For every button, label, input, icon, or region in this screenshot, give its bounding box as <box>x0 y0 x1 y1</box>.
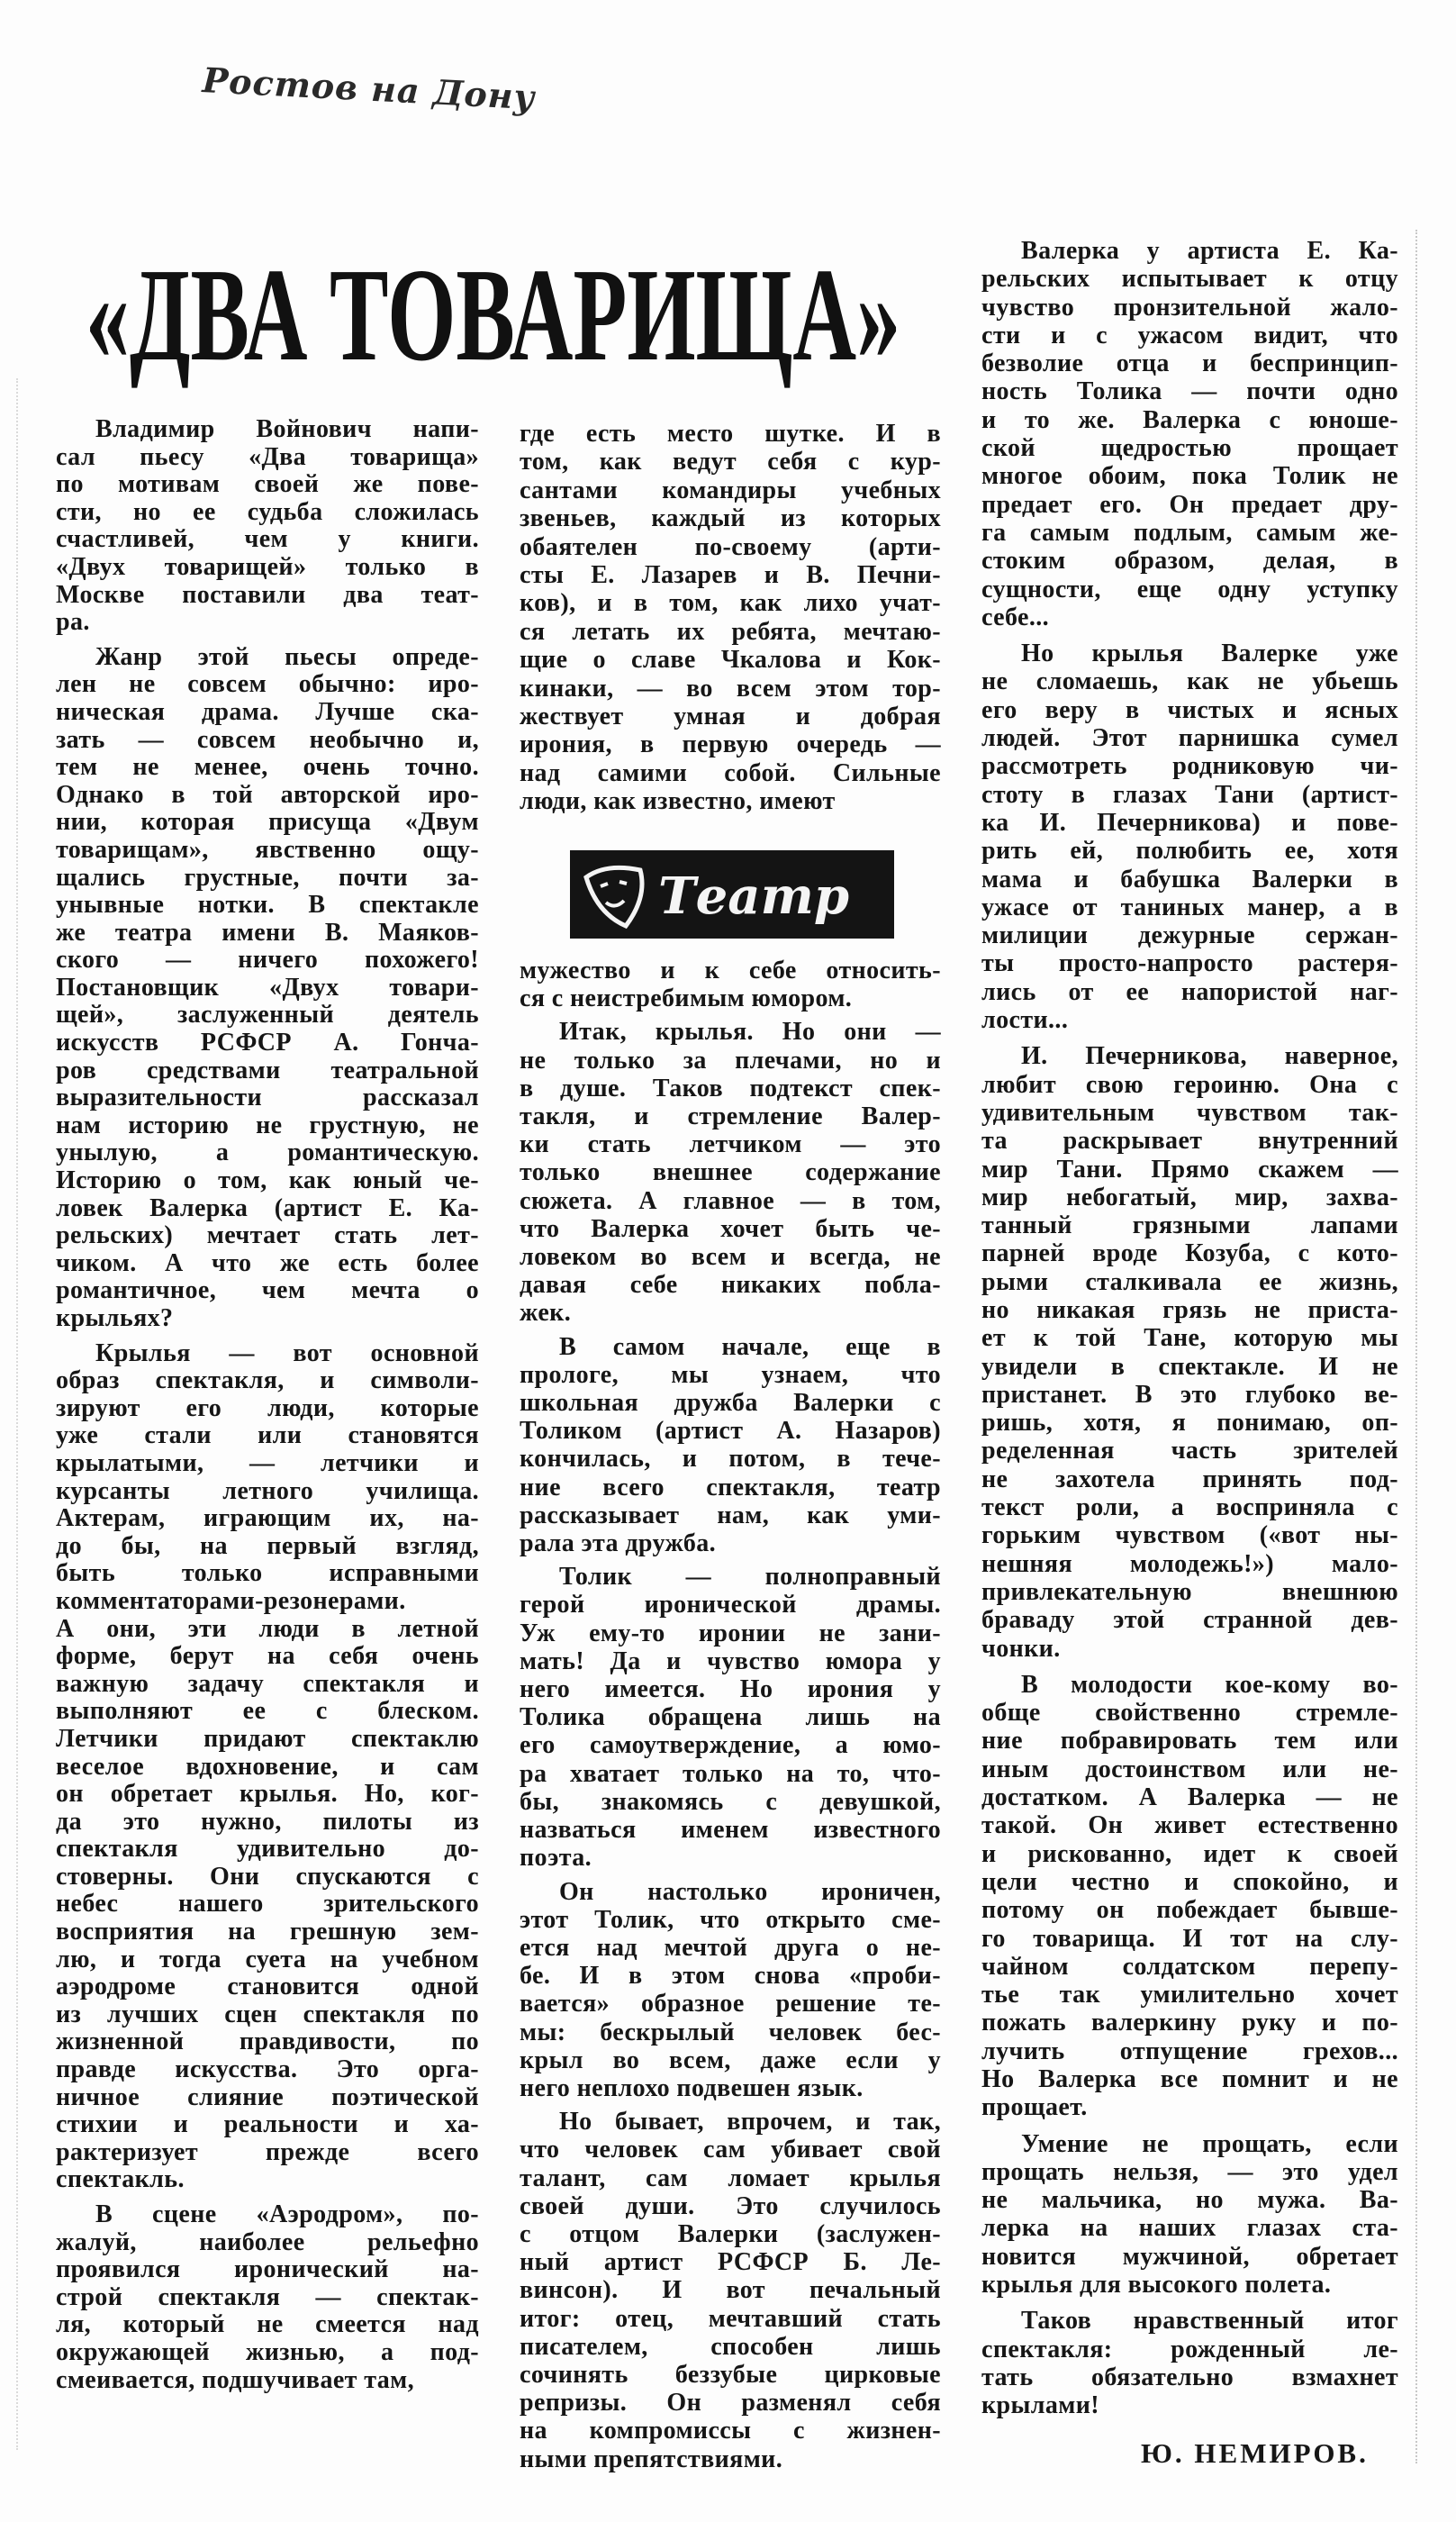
text-line: товарищам», явственно ощу- <box>56 835 479 864</box>
text-line: писателем, способен лишь <box>520 2332 941 2361</box>
text-line: Историю о том, как юный че- <box>56 1166 479 1195</box>
rubric-label: Театр <box>658 866 849 926</box>
text-line: ра. <box>56 608 90 637</box>
article-column-1 <box>56 416 479 2401</box>
text-line: он обретает крылья. Но, ког- <box>56 1780 479 1809</box>
article-paragraph <box>520 1878 941 2103</box>
text-line: ет к той Тане, которую мы <box>981 1324 1398 1353</box>
text-line: щались грустные, почти за- <box>56 863 479 892</box>
text-line: но никакая грязь не приста- <box>981 1295 1398 1324</box>
column-edge-dots <box>1415 230 1417 2463</box>
text-line: не сломаешь, как не убьешь <box>981 667 1398 696</box>
text-line: ловеком во всем и всегда, не <box>520 1243 941 1272</box>
text-line: сущности, еще одну уступку <box>981 575 1398 603</box>
text-line: та раскрывает внутренний <box>981 1127 1398 1156</box>
text-line: рельских) мечтает стать лет- <box>56 1221 479 1250</box>
text-line: тать обязательно взмахнет <box>981 2363 1398 2391</box>
text-line: лости... <box>981 1006 1069 1035</box>
text-line: искусств РСФСР А. Гонча- <box>56 1029 479 1057</box>
text-line: Но бывает, впрочем, и так, <box>559 2108 941 2136</box>
text-line: ров средствами театральной <box>56 1056 479 1084</box>
text-line: герой иронической драмы. <box>520 1591 941 1619</box>
text-line: обще свойственно стремле- <box>981 1699 1398 1728</box>
text-line: рассмотреть родниковую чи- <box>981 752 1398 781</box>
text-line: спектакль. <box>56 2165 185 2194</box>
article-column-2-top <box>520 420 941 823</box>
text-line: В молодости кое-кому во- <box>1021 1670 1398 1699</box>
text-line: винсон). И вот печальный <box>520 2276 941 2305</box>
text-line: «Двух товарищей» только в <box>56 552 479 581</box>
article-paragraph <box>981 640 1398 1034</box>
article-paragraph <box>520 420 941 816</box>
text-line: стихии и реальности и ха- <box>56 2110 479 2139</box>
text-line: своей души. Это случилось <box>520 2191 941 2220</box>
article-paragraph <box>56 1340 479 2194</box>
text-line: мама и бабушка Валерки в <box>981 865 1398 894</box>
text-line: унылую, а романтическую. <box>56 1139 479 1167</box>
text-line: ся с неистребимым юмором. <box>520 984 853 1013</box>
text-line: унывные нотки. В спектакле <box>56 891 479 920</box>
text-line: сти и с ужасом видит, что <box>981 321 1398 349</box>
text-line: лю, и тогда суета на учебном <box>56 1945 479 1973</box>
text-line: Валерка у артиста Е. Ка- <box>1021 237 1398 265</box>
text-line: жек. <box>520 1299 572 1328</box>
text-line: ловек Валерка (артист Е. Ка- <box>56 1193 479 1222</box>
text-line: выразительности рассказал <box>56 1084 479 1112</box>
text-line: том, как ведут себя с кур- <box>520 448 941 476</box>
text-line: рить ей, полюбить ее, хотя <box>981 837 1398 866</box>
text-line: многое обоим, пока Толик не <box>981 462 1398 491</box>
text-line: чонки. <box>981 1634 1061 1663</box>
text-line: любит свою героиню. Она с <box>981 1070 1398 1099</box>
text-line: рала эта дружба. <box>520 1529 717 1558</box>
article-paragraph <box>56 644 479 1333</box>
text-line: талант, сам ломает крылья <box>520 2164 941 2192</box>
text-line: тем не менее, очень точно. <box>56 753 479 782</box>
article-paragraph <box>520 1333 941 1558</box>
text-line: прощает. <box>981 2093 1088 2122</box>
text-line: сочинять беззубые цирковые <box>520 2360 941 2389</box>
text-line: Толик — полноправный <box>559 1563 941 1592</box>
text-line: Жанр этой пьесы опреде- <box>95 642 479 671</box>
text-line: уже стали или становятся <box>56 1421 479 1450</box>
text-line: нам историю не грустную, не <box>56 1111 479 1139</box>
text-line: ского — ничего похожего! <box>56 946 479 975</box>
text-line: Но крылья Валерке уже <box>1021 640 1398 668</box>
text-line: крыльях? <box>56 1304 174 1332</box>
text-line: А они, эти люди в летной <box>56 1614 479 1643</box>
text-line: танный грязными лапами <box>981 1211 1398 1240</box>
text-line: ра хватает только на то, что- <box>520 1759 941 1788</box>
text-line: до бы, на первый взгляд, <box>56 1531 479 1560</box>
text-line: рассказывает нам, как уми- <box>520 1501 941 1529</box>
text-line: обаятелен по-своему (арти- <box>520 532 941 561</box>
text-line: его веру в чистых и ясных <box>981 695 1398 724</box>
text-line: небес нашего зрительского <box>56 1890 479 1919</box>
text-line: Владимир Войнович напи- <box>95 415 479 443</box>
text-line: кинаки, — во всем этом тор- <box>520 674 941 703</box>
text-line: В самом начале, еще в <box>559 1332 941 1361</box>
text-line: горьким чувством («вот ны- <box>981 1521 1398 1550</box>
text-line: только внешнее содержание <box>520 1158 941 1187</box>
text-line: рыми сталкивала ее жизнь, <box>981 1267 1398 1296</box>
text-line: го товарища. И тот на слу- <box>981 1924 1398 1953</box>
text-line: его самоутверждение, а юмо- <box>520 1731 941 1760</box>
text-line: ническая драма. Лучше ска- <box>56 697 479 726</box>
text-line: увидели в спектакле. И не <box>981 1352 1398 1381</box>
text-line: образ спектакля, и символи- <box>56 1366 479 1395</box>
text-line: да это нужно, пилоты из <box>56 1807 479 1836</box>
text-line: веселое вдохновение, и сам <box>56 1752 479 1781</box>
text-line: с отцом Валерки (заслужен- <box>520 2219 941 2248</box>
text-line: ничное слияние поэтической <box>56 2082 479 2111</box>
text-line: пристанет. В это глубоко ве- <box>981 1380 1398 1409</box>
article-paragraph <box>520 1018 941 1327</box>
text-line: Но Валерка все помнит и не <box>981 2065 1398 2093</box>
text-line: спектакля удивительно до- <box>56 1835 479 1864</box>
text-line: него неплохо подвешен язык. <box>520 2073 864 2102</box>
text-line: назваться именем известного <box>520 1816 941 1845</box>
text-line: нешняя молодежь!») мало- <box>981 1549 1398 1578</box>
text-line: и то же. Валерка с юноше- <box>981 405 1398 434</box>
text-line: нии, которая присуща «Двум <box>56 808 479 837</box>
text-line: жествует умная и добрая <box>520 703 941 731</box>
text-line: прологе, мы узнаем, что <box>520 1360 941 1389</box>
text-line: потому он побеждает бывше- <box>981 1896 1398 1925</box>
text-line: не мальчика, но мужа. Ва- <box>981 2186 1398 2215</box>
text-line: крылья для высокого полета. <box>981 2271 1332 2300</box>
text-line: что Валерка хочет быть че- <box>520 1214 941 1243</box>
text-line: ты просто-напросто растеря- <box>981 949 1398 978</box>
article-column-3 <box>981 237 1398 2428</box>
text-line: такой. Он живет естественно <box>981 1811 1398 1840</box>
text-line: что человек сам убивает свой <box>520 2136 941 2164</box>
text-line: ределенная часть зрителей <box>981 1437 1398 1465</box>
text-line: Летчики придают спектаклю <box>56 1724 479 1753</box>
text-line: Толика обращена лишь на <box>520 1703 941 1732</box>
text-line: предает его. Он предает дру- <box>981 490 1398 519</box>
text-line: стоверны. Они спускаются с <box>56 1862 479 1891</box>
text-line: вается» образное решение те- <box>520 1990 941 2019</box>
text-line: И. Печерникова, наверное, <box>1021 1042 1398 1071</box>
text-line: быть только исправными <box>56 1559 479 1588</box>
text-line: счастливей, чем у книги. <box>56 525 479 554</box>
text-line: сты Е. Лазарев и В. Печни- <box>520 561 941 590</box>
article-paragraph <box>520 957 941 1012</box>
text-line: не захотела принять под- <box>981 1465 1398 1493</box>
text-line: Уж ему-то иронии не зани- <box>520 1619 941 1647</box>
article-paragraph <box>56 416 479 637</box>
text-line: новится мужчиной, обретает <box>981 2242 1398 2271</box>
text-line: Москве поставили два теат- <box>56 580 479 609</box>
text-line: ля, который не смеется над <box>56 2310 479 2339</box>
text-line: текст роли, а восприняла с <box>981 1493 1398 1522</box>
text-line: бы, знакомясь с девушкой, <box>520 1787 941 1816</box>
text-line: крыл во всем, даже если у <box>520 2046 941 2074</box>
text-line: Однако в той авторской иро- <box>56 780 479 809</box>
text-line: мир небогатый, мир, захва- <box>981 1183 1398 1211</box>
text-line: мир Тани. Прямо скажем — <box>981 1155 1398 1184</box>
article-paragraph <box>981 1671 1398 2122</box>
text-line: комментаторами-резонерами. <box>56 1586 406 1615</box>
text-line: сти, но ее судьба сложилась <box>56 497 479 526</box>
text-line: тье так умилительно хочет <box>981 1981 1398 2009</box>
text-line: на компромиссы с жизнен- <box>520 2417 941 2445</box>
text-line: лись от ее напористой наг- <box>981 977 1398 1006</box>
text-line: смеивается, подшучивает там, <box>56 2365 415 2394</box>
text-line: стоким образом, делая, в <box>981 547 1398 576</box>
text-line: романтичное, чем мечта о <box>56 1276 479 1305</box>
text-line: милиции дежурные сержан- <box>981 921 1398 950</box>
article-paragraph <box>520 1563 941 1872</box>
text-line: строй спектакля — спектак- <box>56 2282 479 2311</box>
text-line: себе... <box>981 603 1050 631</box>
text-line: не только за плечами, но и <box>520 1046 941 1075</box>
text-line: Толиком (артист А. Назаров) <box>520 1417 941 1446</box>
text-line: поэта. <box>520 1844 592 1873</box>
theatre-mask-icon <box>570 850 894 939</box>
text-line: где есть место шутке. И в <box>520 420 941 448</box>
text-line: чайном солдатском перепу- <box>981 1952 1398 1981</box>
text-line: ка И. Печерникова) и пове- <box>981 808 1398 837</box>
text-line: ется над мечтой друга о не- <box>520 1933 941 1962</box>
text-line: и рискованно, идет к своей <box>981 1839 1398 1868</box>
rubric-theatre-logo <box>570 850 894 939</box>
text-line: него имеется. Но ирония у <box>520 1675 941 1704</box>
text-line: же театра имени В. Маяков- <box>56 918 479 947</box>
article-column-2-bottom <box>520 957 941 2479</box>
text-line: форме, берут на себя очень <box>56 1642 479 1671</box>
text-line: безволие отца и беспринцип- <box>981 349 1398 378</box>
text-line: чиком. А что же есть более <box>56 1248 479 1277</box>
text-line: сал пьесу «Два товарища» <box>56 442 479 471</box>
text-line: ришь, хотя, я понимаю, оп- <box>981 1409 1398 1438</box>
text-line: из лучших сцен спектакля по <box>56 2000 479 2028</box>
text-line: проявился иронический на- <box>56 2255 479 2284</box>
article-paragraph <box>981 2130 1398 2300</box>
text-line: в душе. Таков подтекст спек- <box>520 1074 941 1102</box>
text-line: важную задачу спектакля и <box>56 1669 479 1698</box>
city-stamp: Ростов на Дону <box>201 59 537 118</box>
text-line: щей», заслуженный деятель <box>56 1001 479 1030</box>
page-edge-dots <box>16 378 18 2450</box>
text-line: Таков нравственный итог <box>1021 2307 1398 2336</box>
article-title: «ДВА ТОВАРИЩА» <box>86 241 901 389</box>
text-line: крылатыми, — летчики и <box>56 1448 479 1477</box>
text-line: итог: отец, мечтавший стать <box>520 2304 941 2333</box>
text-line: лерка на наших глазах ста- <box>981 2214 1398 2243</box>
text-line: рельских испытывает к отцу <box>981 265 1398 294</box>
text-line: репризы. Он разменял себя <box>520 2389 941 2418</box>
text-line: Постановщик «Двух товари- <box>56 973 479 1002</box>
text-line: достатком. А Валерка — не <box>981 1783 1398 1812</box>
article-paragraph <box>520 2108 941 2473</box>
text-line: В сцене «Аэродром», по- <box>95 2200 479 2228</box>
text-line: привлекательную внешнюю <box>981 1577 1398 1606</box>
text-line: Умение не прощать, если <box>1021 2129 1398 2158</box>
text-line: иным достоинством или не- <box>981 1755 1398 1783</box>
text-line: мать! Да и чувство юмора у <box>520 1647 941 1675</box>
text-line: прощать нельзя, — это удел <box>981 2157 1398 2186</box>
text-line: пожать валеркину руку и по- <box>981 2009 1398 2037</box>
text-line: ными препятствиями. <box>520 2445 783 2473</box>
text-line: выполняют ее с блеском. <box>56 1697 479 1726</box>
text-line: лучить отпущение грехов... <box>981 2037 1398 2065</box>
text-line: Актерам, играющим их, на- <box>56 1504 479 1533</box>
text-line: ков), и в том, как лихо учат- <box>520 589 941 618</box>
text-line: восприятия на грешную зем- <box>56 1918 479 1946</box>
text-line: мужество и к себе относить- <box>520 957 941 984</box>
text-line: окружающей жизнью, а под- <box>56 2337 479 2366</box>
text-line: зируют его люди, которые <box>56 1393 479 1422</box>
article-paragraph <box>56 2201 479 2394</box>
text-line: крылами! <box>981 2391 1100 2420</box>
text-line: Итак, крылья. Но они — <box>559 1018 941 1047</box>
text-line: ужасе от таниных манер, а в <box>981 893 1398 921</box>
text-line: браваду этой странной дев- <box>981 1606 1398 1635</box>
text-line: ирония, в первую очередь — <box>520 730 941 759</box>
text-line: такля, и стремление Валер- <box>520 1102 941 1131</box>
text-line: цели честно и спокойно, и <box>981 1867 1398 1896</box>
text-line: ки стать летчиком — это <box>520 1130 941 1159</box>
text-line: бе. И в этом снова «проби- <box>520 1962 941 1991</box>
text-line: Он настолько ироничен, <box>559 1877 941 1906</box>
text-line: ской щедростью прощает <box>981 434 1398 463</box>
text-line: удивительным чувством так- <box>981 1098 1398 1127</box>
author-signature: Ю. НЕМИРОВ. <box>1141 2437 1369 2469</box>
text-line: правде искусства. Это орга- <box>56 2055 479 2084</box>
text-line: звеньев, каждый из которых <box>520 504 941 533</box>
text-line: аэродроме становится одной <box>56 1973 479 2001</box>
text-line: ние побравировать тем или <box>981 1727 1398 1755</box>
text-line: люди, как известно, имеют <box>520 787 836 816</box>
text-line: ный артист РСФСР Б. Ле- <box>520 2248 941 2277</box>
article-paragraph <box>981 1042 1398 1663</box>
text-line: школьная дружба Валерки с <box>520 1389 941 1418</box>
text-line: жалуй, наиболее рельефно <box>56 2227 479 2256</box>
text-line: чувство пронзительной жало- <box>981 293 1398 322</box>
text-line: зать — совсем необычно и, <box>56 725 479 754</box>
article-paragraph <box>981 237 1398 631</box>
text-line: людей. Этот парнишка сумел <box>981 724 1398 753</box>
text-line: над самими собой. Сильные <box>520 758 941 787</box>
text-line: ся летать их ребята, мечтаю- <box>520 617 941 646</box>
text-line: рактеризует прежде всего <box>56 2137 479 2166</box>
text-line: курсанты летного училища. <box>56 1476 479 1505</box>
article-paragraph <box>981 2307 1398 2419</box>
text-line: этот Толик, что открыто сме- <box>520 1905 941 1934</box>
text-line: щие о славе Чкалова и Кок- <box>520 646 941 675</box>
text-line: мы: бескрылый человек бес- <box>520 2018 941 2046</box>
text-line: кончилась, и потом, в тече- <box>520 1445 941 1474</box>
text-line: Крылья — вот основной <box>95 1338 479 1367</box>
text-line: давая себе никаких побла- <box>520 1271 941 1300</box>
text-line: стоту в глазах Тани (артист- <box>981 780 1398 809</box>
text-line: лен не совсем обычно: иро- <box>56 670 479 699</box>
text-line: сантами командиры учебных <box>520 476 941 504</box>
text-line: по мотивам своей же пове- <box>56 470 479 499</box>
text-line: спектакля: рожденный ле- <box>981 2335 1398 2363</box>
text-line: жизненной правдивости, по <box>56 2028 479 2056</box>
text-line: ность Толика — почти одно <box>981 377 1398 406</box>
text-line: сюжета. А главное — в том, <box>520 1186 941 1215</box>
text-line: ние всего спектакля, театр <box>520 1473 941 1501</box>
text-line: га самым подлым, самым же- <box>981 518 1398 547</box>
text-line: парней вроде Козуба, с кото- <box>981 1239 1398 1268</box>
